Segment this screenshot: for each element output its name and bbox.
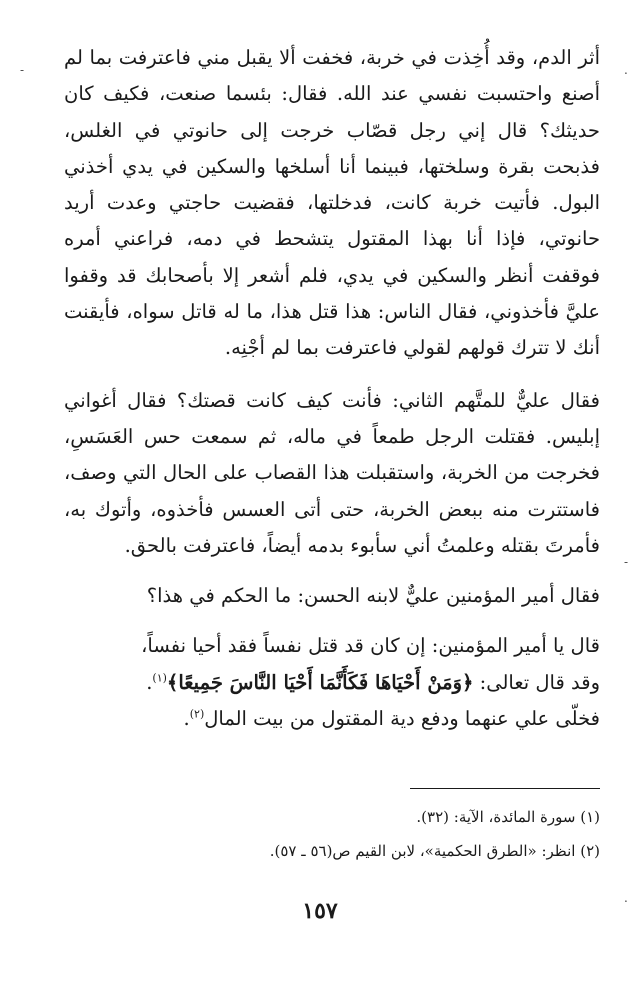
ruling-line-3-suffix: . bbox=[183, 707, 190, 731]
quran-verse: ﴿وَمَنْ أَحْيَاهَا فَكَأَنَّمَا أَحْيَا النَّاسَ جَمِيعًا﴾ bbox=[166, 670, 474, 694]
margin-mark-left-top: - bbox=[20, 63, 25, 77]
footnote-2: (٢) انظر: «الطرق الحكمية»، لابن القيم ص(٥٦ ـ ٥٧). bbox=[269, 842, 600, 860]
footnote-1: (١) سورة المائدة، الآية: (٣٢). bbox=[416, 808, 600, 826]
paragraph-confession-butcher: أثر الدم، وقد أُخِذت في خربة، فخفت ألا يقبل مني فاعترفت بما لم أصنع واحتسبت نفسي عند الله. فقال: بئسما صنعت، فكيف كان حديثك؟ قال إني رجل قصّاب خرجت إلى حانوتي في الغلس، فذبحت بقرة وسلختها، فبينما أنا أسلخها والسكين في يدي أخذني البول. فأتيت خربة كانت، فدخلتها، فقضيت حاجتي وعدت أريد حانوتي، فإذا أنا بهذا المقتول يتشحط في دمه، فراعني أمره فوقفت أنظر والسكين في يدي، فلم أشعر إلا بأصحابك قد وقفوا عليَّ فأخذوني، فقال الناس: هذا قتل هذا، ما له قاتل سواه، فأيقنت أنك لا تترك قولهم لقولي فاعترفت بما لم أجْنِه. bbox=[64, 46, 601, 360]
ruling-line-2-prefix: وقد قال تعالى: bbox=[473, 670, 600, 694]
page-number: ١٥٧ bbox=[302, 898, 338, 924]
footnotes bbox=[64, 800, 600, 868]
footnote-ref-1[interactable]: (١) bbox=[152, 671, 167, 685]
paragraph-second-accused: فقال عليٌّ للمتَّهم الثاني: فأنت كيف كانت قصتك؟ فقال أغواني إبليس. فقتلت الرجل طمعاً في ماله، ثم سمعت حس العَسَسِ، فخرجت من الخربة، واستقبلت هذا القصاب على الحال التي وصف، فاستترت منه ببعض الخربة، حتى أتى العسس فأخذوه، وأتوك به، فأمرتَ بقتله وعلمتُ أني سأبوء بدمه أيضاً، فاعترفت بالحق. bbox=[64, 388, 600, 557]
ruling-line-3 bbox=[64, 701, 600, 737]
ruling-line-1: قال يا أمير المؤمنين: إن كان قد قتل نفساً فقد أحيا نفساً، bbox=[141, 634, 600, 658]
ruling-line-2-suffix: . bbox=[146, 670, 153, 694]
ruling-line-3-text: فخلّى علي عنهما ودفع دية المقتول من بيت المال bbox=[204, 707, 600, 731]
margin-mark-right-middle: - bbox=[624, 555, 629, 569]
paragraph-question-hasan: فقال أمير المؤمنين عليٌّ لابنه الحسن: ما الحكم في هذا؟ bbox=[146, 584, 600, 608]
paragraph-final-ruling bbox=[64, 628, 600, 737]
margin-mark-right-top: . bbox=[624, 63, 628, 77]
page-body bbox=[64, 40, 600, 737]
margin-mark-right-bottom: . bbox=[624, 891, 628, 905]
ruling-line-2 bbox=[64, 665, 600, 701]
footnote-divider bbox=[410, 788, 600, 789]
footnote-ref-2[interactable]: (٢) bbox=[189, 707, 205, 721]
